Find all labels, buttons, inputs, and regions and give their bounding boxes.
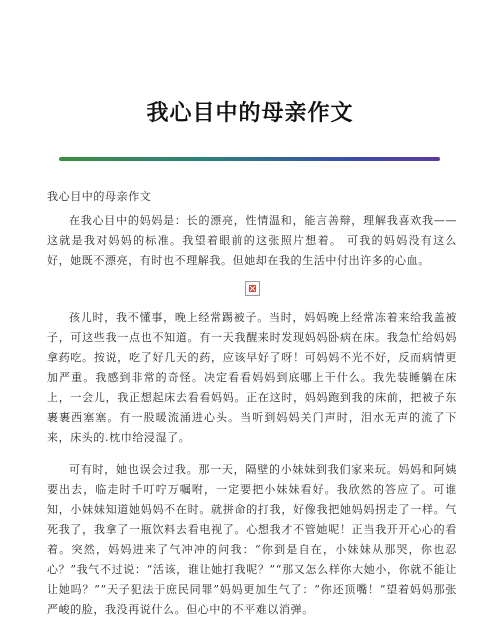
broken-image-icon [245,281,260,296]
image-error-mark [249,285,256,292]
paragraph-2: 孩儿时，我不懂事，晚上经常踢被子。当时，妈妈晚上经常冻着来给我盖被子，可这些我一点也不知道。有一天我醒来时发现妈妈卧病在床。我急忙给妈妈拿药吃。按说，吃了好几天的药，应该早好了呀！可妈妈不光不好，反而病情更加严重。我感到非常的奇怪。决定看看妈妈到底哪上干什么。我先装睡躺在床上，一会儿，我正想起床去看看妈妈。正在这时，妈妈跑到我的床前，把被子东裹裹西塞塞。有一股暖流涌进心头。当听到妈妈关门声时，泪水无声的流了下来，床头的.枕巾给浸湿了。 [47,311,457,444]
paragraph-1: 在我心目中的妈妈是：长的漂亮，性情温和，能言善辩，理解我喜欢我——这就是我对妈妈的标准。我望着眼前的这张照片想着。 可我的妈妈没有这么好，她既不漂亮，有时也不理解我。但她却在我的生活中付出许多的心血。 [47,214,457,267]
article-title: 我心目中的母亲作文 [146,101,354,126]
title-divider [59,157,440,161]
article-body [47,187,457,620]
paragraph-3: 可有时，她也误会过我。那一天，隔壁的小妹妹到我们家来玩。妈妈和阿姨要出去，临走时千叮咛万嘱咐，一定要把小妹妹看好。我欣然的答应了。可谁知，小妹妹知道她妈妈不在时。就拼命的打我，好像我把她妈妈拐走了一样。气死我了，我拿了一瓶饮料去看电视了。心想我才不管她呢！正当我开开心心的看着。突然，妈妈进来了气冲冲的问我：“你到是自在，小妹妹从那哭，你也忍心？”我气不过说：“活该，谁让她打我呢？”“那又怎么样你大她小，你就不能让让她吗？”“天子犯法于庶民同罪”妈妈更加生气了：“你还顶嘴！”望着妈妈那张严峻的脸，我没再说什么。但心中的不平难以消弹。 [47,463,457,616]
article-subtitle: 我心目中的母亲作文 [47,190,152,203]
paragraph-gap [47,448,457,460]
